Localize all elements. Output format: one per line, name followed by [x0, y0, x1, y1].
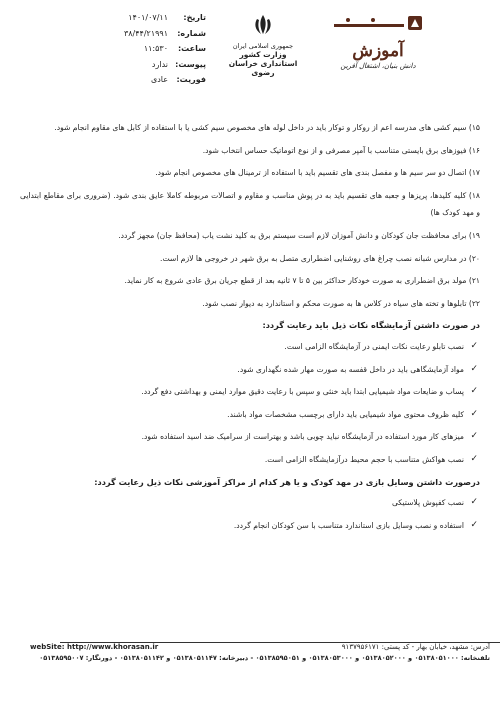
meta-urgency [86, 72, 206, 88]
bullet-text: پساب و ضایعات مواد شیمیایی ابتدا باید خنثی و سپس با رعایت دقیق موارد ایمنی و بهداشتی دفع گردد. [141, 387, 464, 397]
checkmark-icon: ✓ [470, 386, 478, 397]
emblem-country: جمهوری اسلامی ایران [232, 42, 294, 50]
footer-website-link[interactable]: webSite: http://www.khorasan.ir [30, 643, 159, 651]
footer-phones: تلفنخانه: ۰۵۱۳۸۰۵۱۰۰۰ و ۰۵۱۳۸۰۵۲۰۰۰ و ۰۵۱۳۸۰۵۳۰۰۰ و ۰۵۱۳۸۵۹۵۰۵۱ - دبیرخانه: ۰۵۱۳۸۰۵۱۱۴۷ و ۰۵۱۳۸۰۵۱۱۴۲ - دورنگار: ۰۵۱۳۸۵۹۵۰۰۷ [39, 654, 490, 662]
meta-attachment [86, 57, 206, 73]
meta-value: ندارد [151, 59, 168, 69]
numbered-item: ۱۶) فیوزهای برق بایستی متناسب با آمپر مصرفی و از نوع اتوماتیک حساس انتخاب شود. [202, 145, 480, 155]
checkmark-icon: ✓ [470, 340, 478, 351]
bullet-text: نصب کفپوش پلاستیکی [391, 498, 464, 508]
footer-address: آدرس: مشهد، خیابان بهار - کد پستی: ۹۱۳۷۹۵۶۱۷۱ [341, 643, 490, 651]
numbered-item: ۱۸) کلیه کلیدها، پریزها و جعبه های تقسیم باید به در پوش مناسب و مقاوم و اتصالات مربوطه کاملا عایق بندی شود. (ضروری برای مقاطع ابتدایی و مهد کودک ها) [20, 190, 480, 218]
numbered-item: ۲۲) تابلوها و تخته های سیاه در کلاس ها به صورت محکم و استاندارد به دیوار نصب شود. [202, 298, 480, 308]
bullet-text: کلیه ظروف محتوی مواد شیمیایی باید دارای برچسب مشخصات مواد باشند. [227, 409, 464, 419]
bullet-text: مواد آزمایشگاهی باید در داخل قفسه به صورت مهار شده نگهداری شود. [237, 364, 464, 374]
playground-bullet [20, 517, 480, 535]
lab-bullet [20, 428, 480, 446]
meta-label: تاریخ: [183, 13, 206, 22]
meta-label: ساعت: [177, 44, 206, 53]
meta-time [86, 41, 206, 57]
meta-number [86, 26, 206, 42]
checkmark-icon: ✓ [470, 431, 478, 442]
numbered-item: ۱۵) سیم کشی های مدرسه اعم از روکار و توکار باید در داخل لوله های مخصوص سیم کشی یا با استفاده از کابل های مقاوم انجام شود. [54, 123, 480, 132]
checkmark-icon: ✓ [470, 408, 478, 419]
section-lab-title: در صورت داشتن آزمایشگاه نکات ذیل باید رعایت گردد: [262, 320, 480, 331]
lab-bullet [20, 338, 480, 356]
meta-label: پیوست: [175, 59, 206, 69]
bullet-text: استفاده و نصب وسایل بازی استاندارد متناسب با سن کودکان انجام گردد. [233, 520, 464, 530]
numbered-item: ۲۰) در مدارس شبانه نصب چراغ های روشنایی اضطراری متصل به برق شهر در خروجی ها لازم است. [160, 253, 480, 263]
lab-bullet [20, 361, 480, 379]
checkmark-icon: ✓ [470, 363, 478, 374]
checkmark-icon: ✓ [470, 497, 478, 508]
numbered-item: ۱۷) اتصال دو سر سیم ها و مفصل بندی های تقسیم باید با استفاده از ترمینال های مخصوص انجام شود. [155, 168, 480, 178]
bullet-text: نصب تابلو رعایت نکات ایمنی در آزمایشگاه الزامی است. [284, 341, 464, 351]
meta-date [86, 10, 206, 26]
numbered-item: ۲۱) مولد برق اضطراری به صورت خودکار حداکثر بین ۵ تا ۷ ثانیه بعد از قطع جریان برق عادی شروع به کار نماید. [124, 276, 480, 286]
meta-value: ۱۱:۵۳۰ [143, 44, 168, 53]
organization-logo-block [328, 14, 428, 71]
lab-bullet [20, 406, 480, 424]
section-playground-title: درصورت داشتن وسایل بازی در مهد کودک و یا هر کدام از مراکز آموزشی نکات ذیل رعایت گردد: [94, 476, 480, 487]
bullet-text: نصب هواکش متناسب با حجم محیط درآزمایشگاه الزامی است. [264, 454, 464, 464]
organization-logo-icon [328, 14, 428, 36]
letter-body [20, 119, 480, 534]
checkmark-icon: ✓ [470, 519, 478, 530]
iran-emblem-icon [250, 12, 276, 38]
meta-label: شماره: [177, 28, 206, 38]
meta-value: ۳۸/۴۴/۲۱۹۹۱ [123, 28, 168, 38]
letter-meta [86, 10, 206, 88]
checkmark-icon: ✓ [470, 453, 478, 464]
emblem-governorate: استانداری خراسان رضوی [228, 59, 298, 77]
meta-label: فوریت: [176, 75, 206, 84]
meta-value: عادی [150, 75, 168, 84]
meta-value: ۱۴۰۱/۰۷/۱۱ [128, 13, 168, 22]
emblem-ministry: وزارت کشور [239, 50, 287, 59]
playground-bullet [20, 494, 480, 512]
government-emblem-block [226, 12, 300, 77]
lab-bullet [20, 451, 480, 469]
logo-tagline: دانش بنیان، اشتغال آفرین [340, 62, 416, 70]
logo-word: آموزش [352, 41, 404, 61]
bullet-text: میزهای کار مورد استفاده در آزمایشگاه نباید چوبی باشد و بهتراست از سرامیک ضد اسید استفاده شود. [141, 432, 464, 442]
numbered-item: ۱۹) برای محافظت جان کودکان و دانش آموزان لازم است سیستم برق به کلید نشت یاب (محافظ جان) مجهز گردد. [118, 230, 480, 240]
lab-bullet [20, 383, 480, 401]
